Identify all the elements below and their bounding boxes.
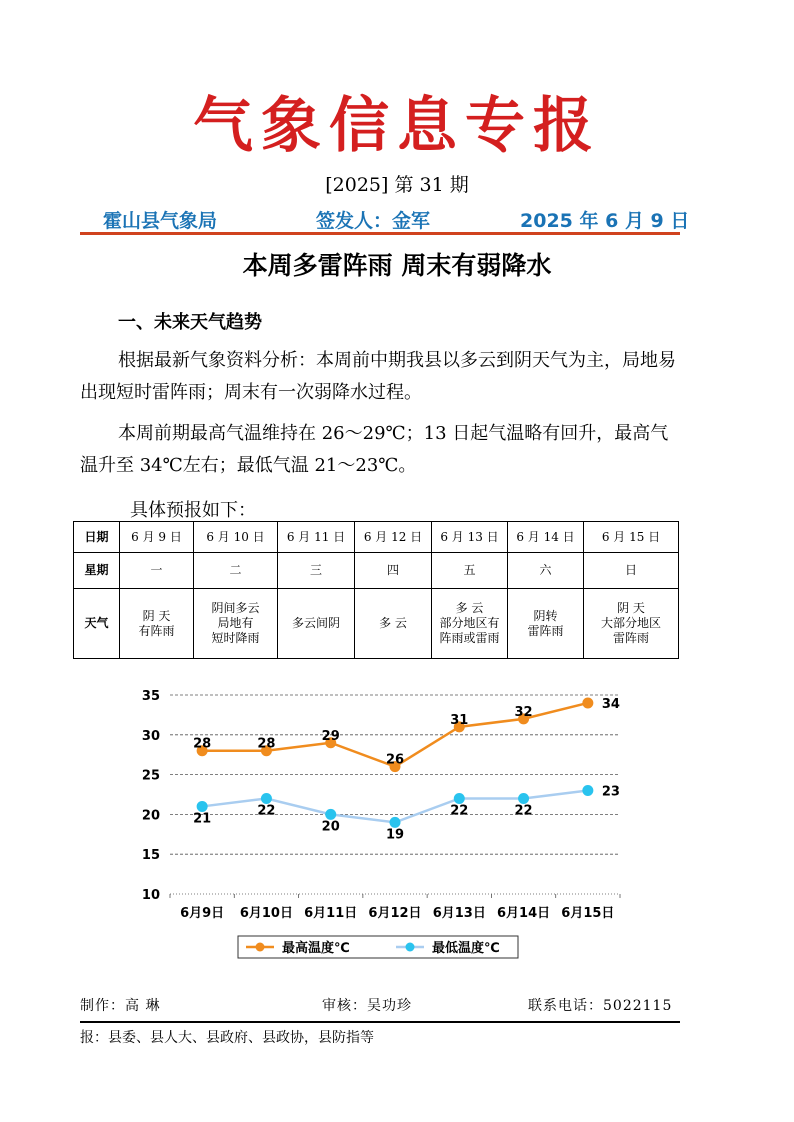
x-tick-label: 6月15日 xyxy=(561,906,615,921)
data-point xyxy=(197,801,208,812)
date-cell: 6 月 15 日 xyxy=(584,522,679,553)
weather-line: 雷阵雨 xyxy=(527,623,564,638)
weather-line: 大部分地区 xyxy=(600,616,661,630)
legend-swatch-marker xyxy=(406,943,415,952)
issue-number: [2025] 第 31 期 xyxy=(325,174,469,196)
data-label: 22 xyxy=(257,803,276,819)
data-label: 20 xyxy=(321,819,340,835)
maker: 制作：高 琳 xyxy=(80,998,161,1014)
weather-line: 阴转 xyxy=(533,608,558,623)
y-tick-label: 10 xyxy=(141,888,160,903)
temperature-chart xyxy=(120,680,640,970)
weekday-cell: 三 xyxy=(278,553,355,589)
paragraph-analysis: 根据最新气象资料分析：本周前中期我县以多云到阴天气为主，局地易出现短时雷阵雨；周末有一次弱降水过程。 xyxy=(80,350,676,403)
data-point xyxy=(261,793,272,804)
forecast-intro: 具体预报如下： xyxy=(130,500,256,521)
data-label: 19 xyxy=(385,827,405,843)
reviewer: 审核：吴功珍 xyxy=(322,998,412,1014)
signer: 签发人：金军 xyxy=(316,210,431,232)
masthead-title: 气象信息专报 xyxy=(193,91,601,161)
weather-line: 有阵雨 xyxy=(138,623,175,638)
date-cell: 6 月 13 日 xyxy=(432,522,508,553)
date-cell: 6 月 12 日 xyxy=(355,522,432,553)
data-point xyxy=(390,817,401,828)
weather-cell xyxy=(278,589,355,659)
weather-cell xyxy=(120,589,194,659)
date-cell: 6 月 10 日 xyxy=(194,522,278,553)
x-tick-label: 6月11日 xyxy=(304,906,358,921)
legend-label: 最低温度℃ xyxy=(432,941,500,956)
data-point xyxy=(518,793,529,804)
data-point xyxy=(325,809,336,820)
weather-line: 阴间多云 xyxy=(211,601,260,615)
data-label: 26 xyxy=(385,752,405,768)
y-tick-label: 35 xyxy=(141,689,160,704)
y-tick-label: 25 xyxy=(141,768,160,784)
x-tick-label: 6月13日 xyxy=(432,906,486,921)
weather-cell xyxy=(584,589,679,659)
data-point xyxy=(454,793,465,804)
weekday-cell: 一 xyxy=(120,553,194,589)
weather-cell xyxy=(355,589,432,659)
weather-line: 短时降雨 xyxy=(211,631,260,645)
headline: 本周多雷阵雨 周末有弱降水 xyxy=(242,251,552,280)
data-label: 28 xyxy=(193,736,212,752)
data-label: 34 xyxy=(601,696,620,712)
legend-label: 最高温度℃ xyxy=(282,941,350,956)
weather-cell xyxy=(194,589,278,659)
data-label: 21 xyxy=(193,811,212,827)
forecast-table xyxy=(73,521,679,659)
weekday-cell: 日 xyxy=(584,553,679,589)
agency-name: 霍山县气象局 xyxy=(103,210,218,232)
data-label: 28 xyxy=(257,736,276,752)
data-label: 23 xyxy=(601,784,620,800)
y-tick-label: 30 xyxy=(141,728,160,744)
header-divider xyxy=(80,232,680,235)
weather-line: 阴 天 xyxy=(617,601,645,615)
y-tick-label: 15 xyxy=(141,848,160,864)
weather-line: 多 云 xyxy=(379,616,407,630)
footer-divider xyxy=(80,1021,680,1023)
date-cell: 6 月 11 日 xyxy=(278,522,355,553)
row-label-date: 日期 xyxy=(74,522,120,553)
date-cell: 6 月 9 日 xyxy=(120,522,194,553)
paragraph-temperature: 本周前期最高气温维持在 26～29℃；13 日起气温略有回升，最高气温升至 34℃左右；最低气温 21～23℃。 xyxy=(80,423,669,476)
contact-phone: 联系电话：5022115 xyxy=(528,998,673,1014)
weekday-cell: 四 xyxy=(355,553,432,589)
data-label: 31 xyxy=(450,712,469,728)
x-tick-label: 6月9日 xyxy=(180,906,225,921)
weekday-cell: 五 xyxy=(432,553,508,589)
weekday-cell: 六 xyxy=(508,553,584,589)
data-label: 22 xyxy=(514,803,533,819)
weather-cell xyxy=(432,589,508,659)
data-label: 32 xyxy=(514,704,533,720)
weather-line: 阵雨或雷雨 xyxy=(439,631,500,645)
weather-line: 雷阵雨 xyxy=(612,631,649,645)
row-label-weekday: 星期 xyxy=(74,553,120,589)
x-tick-label: 6月10日 xyxy=(239,906,293,921)
distribution-list: 报：县委、县人大、县政府、县政协，县防指等 xyxy=(80,1030,374,1046)
date-row xyxy=(74,522,679,553)
data-point xyxy=(582,697,593,708)
weekday-row xyxy=(74,553,679,589)
weather-line: 阴 天 xyxy=(142,608,171,623)
x-tick-label: 6月14日 xyxy=(497,906,551,921)
y-tick-label: 20 xyxy=(141,808,160,824)
weather-line: 多 云 xyxy=(455,601,484,615)
weather-cell xyxy=(508,589,584,659)
section-title: 一、未来天气趋势 xyxy=(118,312,262,333)
legend-swatch-marker xyxy=(256,943,265,952)
x-tick-label: 6月12日 xyxy=(368,906,422,921)
weather-row xyxy=(74,589,679,659)
data-point xyxy=(582,785,593,796)
weather-line: 局地有 xyxy=(217,616,254,630)
weekday-cell: 二 xyxy=(194,553,278,589)
issue-date: 2025 年 6 月 9 日 xyxy=(520,210,690,232)
weather-line: 部分地区有 xyxy=(439,616,500,630)
data-label: 22 xyxy=(450,803,469,819)
weather-line: 多云间阴 xyxy=(291,616,340,630)
row-label-weather: 天气 xyxy=(74,589,120,659)
date-cell: 6 月 14 日 xyxy=(508,522,584,553)
data-label: 29 xyxy=(321,728,340,744)
